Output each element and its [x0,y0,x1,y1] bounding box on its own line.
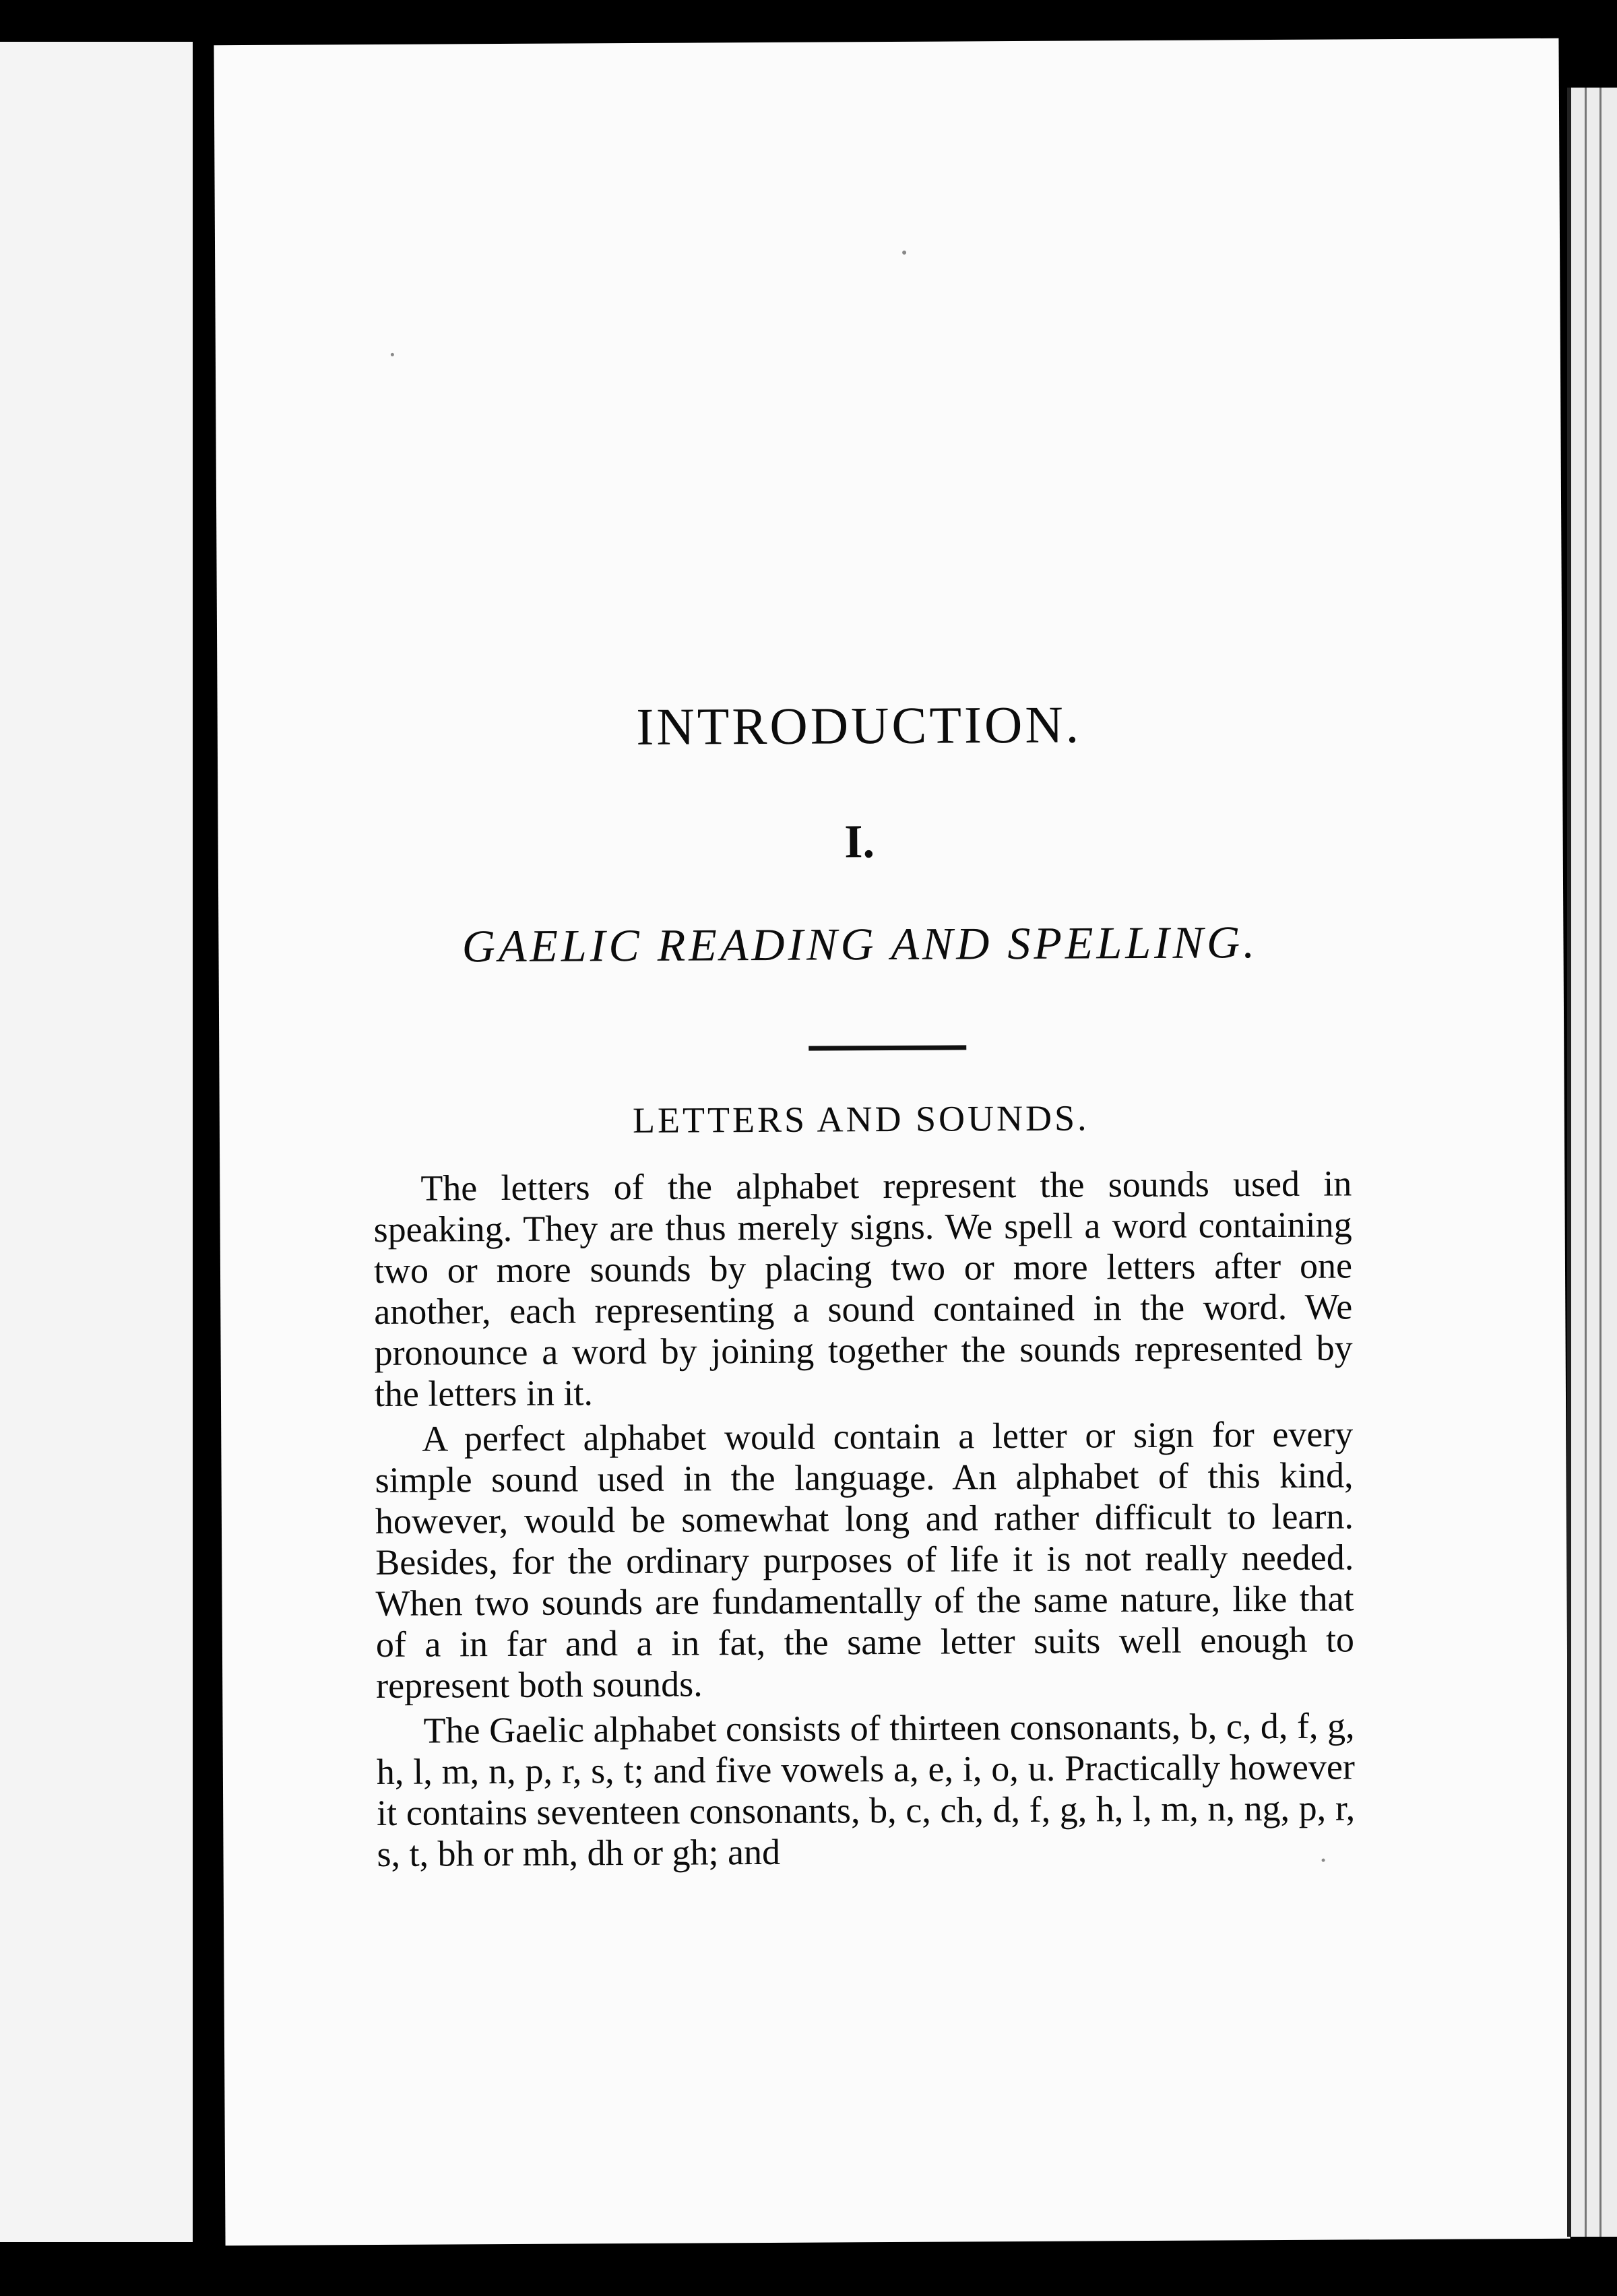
section-title: GAELIC READING AND SPELLING. [462,916,1259,972]
page-stack-edge [1567,88,1617,2237]
paragraph: The letters of the alphabet represent the sounds used in speaking. They are thus merely signs. We spell a word containing two or more sounds by placing two or more letters after one another, each representing a sound contained in the word. We pronounce a word by joining together the sounds represented by the letters in it. [373,1163,1353,1415]
section-number: I. [844,816,875,868]
subheading: LETTERS AND SOUNDS. [632,1097,1089,1141]
page-speck [391,353,394,356]
page-content [360,39,1356,1875]
book-page [214,38,1570,2245]
paragraph: The Gaelic alphabet consists of thirteen consonants, b, c, d, f, g, h, l, m, n, p, r, s, t; and five vowels a, e, i, o, u. Practically however it contains seventeen consonants, b, c, ch, d, f, g, h, l, m, n, ng, p, r, s, t, bh or mh, dh or gh; and [376,1705,1356,1875]
body-text [373,1163,1355,1875]
paragraph: A perfect alphabet would contain a letter or sign for every simple sound used in the language. An alphabet of this kind, however, would be somewhat long and rather difficult to learn. Besides, for the ordinary purposes of life it is not really needed. When two sounds are fundamentally of the same nature, like that of a in far and a in fat, the same letter suits well enough to represent both sounds. [375,1413,1355,1707]
page-edge-line [1585,88,1587,2237]
heading-rule [808,1045,966,1050]
facing-page-edge [0,42,193,2242]
chapter-title: INTRODUCTION. [636,695,1082,756]
page-edge-line [1599,88,1602,2237]
page-speck [902,251,906,255]
